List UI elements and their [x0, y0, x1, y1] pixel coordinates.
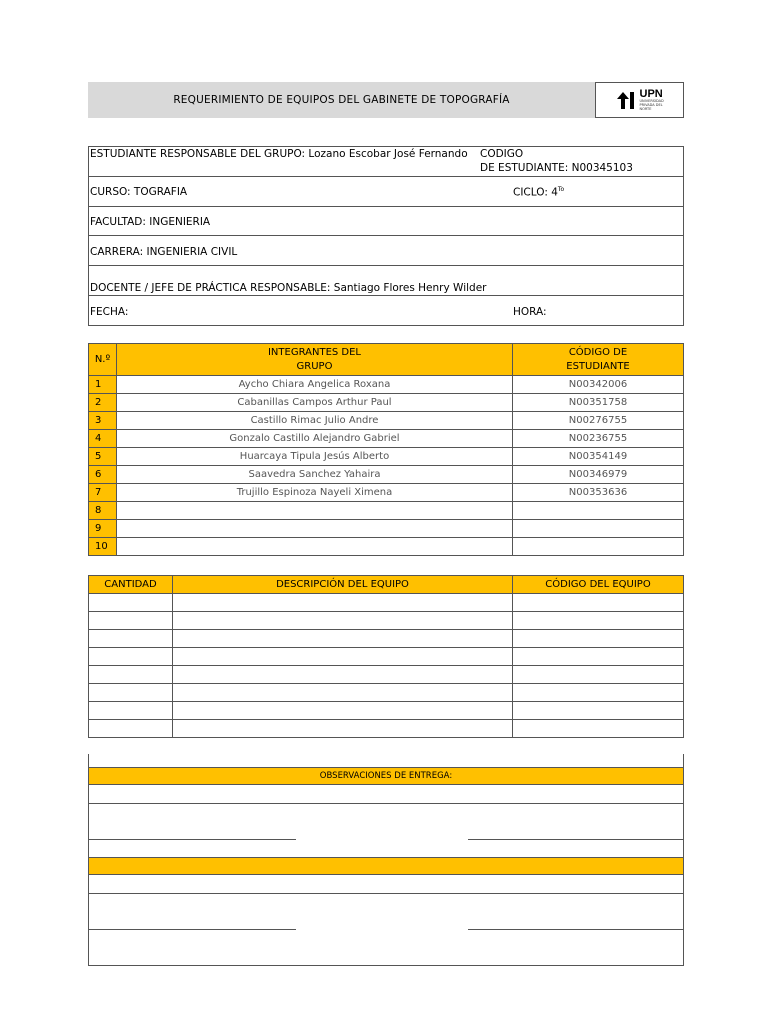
member-number: 2	[89, 394, 117, 412]
equipment-row	[89, 720, 684, 738]
member-row	[89, 412, 684, 430]
equipment-description-cell[interactable]	[173, 594, 513, 612]
member-number: 4	[89, 430, 117, 448]
equipment-code-cell[interactable]	[513, 594, 684, 612]
divider	[88, 325, 684, 326]
student-responsible: ESTUDIANTE RESPONSABLE DEL GRUPO: Lozano Escobar José Fernando	[90, 148, 468, 160]
header-description: DESCRIPCIÓN DEL EQUIPO	[173, 576, 513, 594]
cycle	[513, 186, 564, 199]
return-observations-bar	[88, 857, 684, 875]
member-name[interactable]: Aycho Chiara Angelica Roxana	[117, 376, 513, 394]
member-name[interactable]: Trujillo Espinoza Nayeli Ximena	[117, 484, 513, 502]
divider	[88, 265, 684, 266]
member-name[interactable]: Castillo Rimac Julio Andre	[117, 412, 513, 430]
member-code[interactable]: N00236755	[513, 430, 684, 448]
header-members	[117, 344, 513, 376]
logo-text: UPN	[639, 88, 663, 100]
equipment-code-cell[interactable]	[513, 666, 684, 684]
course: CURSO: TOGRAFIA	[90, 186, 188, 198]
signature-line-right-2	[468, 929, 684, 930]
equipment-row	[89, 612, 684, 630]
equipment-description-cell[interactable]	[173, 720, 513, 738]
upn-logo	[597, 83, 683, 117]
member-name[interactable]	[117, 520, 513, 538]
member-number: 8	[89, 502, 117, 520]
equipment-code-cell[interactable]	[513, 684, 684, 702]
upn-arrow-icon	[615, 89, 637, 111]
member-code[interactable]	[513, 502, 684, 520]
equipment-quantity-cell[interactable]	[89, 702, 173, 720]
divider	[88, 206, 684, 207]
member-number: 6	[89, 466, 117, 484]
equipment-table	[88, 575, 684, 738]
member-name[interactable]: Saavedra Sanchez Yahaira	[117, 466, 513, 484]
divider	[88, 295, 684, 296]
equipment-row	[89, 594, 684, 612]
member-code[interactable]	[513, 538, 684, 556]
header-num: N.º	[89, 344, 117, 376]
member-code[interactable]: N00354149	[513, 448, 684, 466]
member-row	[89, 376, 684, 394]
header-members-1: INTEGRANTES DEL	[267, 346, 361, 358]
date-field[interactable]: FECHA:	[90, 306, 129, 318]
member-number: 7	[89, 484, 117, 502]
equipment-quantity-cell[interactable]	[89, 630, 173, 648]
equipment-row	[89, 630, 684, 648]
equipment-header-row	[89, 576, 684, 594]
equipment-description-cell[interactable]	[173, 684, 513, 702]
equipment-description-cell[interactable]	[173, 612, 513, 630]
equipment-code-cell[interactable]	[513, 702, 684, 720]
divider	[88, 803, 684, 804]
equipment-row	[89, 702, 684, 720]
form-title: REQUERIMIENTO DE EQUIPOS DEL GABINETE DE TOPOGRAFÍA	[88, 82, 596, 118]
equipment-description-cell[interactable]	[173, 648, 513, 666]
member-row	[89, 484, 684, 502]
member-row	[89, 520, 684, 538]
member-row	[89, 394, 684, 412]
equipment-code-cell[interactable]	[513, 720, 684, 738]
member-number: 1	[89, 376, 117, 394]
member-row	[89, 466, 684, 484]
member-code[interactable]: N00342006	[513, 376, 684, 394]
equipment-description-cell[interactable]	[173, 702, 513, 720]
teacher: DOCENTE / JEFE DE PRÁCTICA RESPONSABLE: Santiago Flores Henry Wilder	[90, 282, 487, 294]
equipment-quantity-cell[interactable]	[89, 594, 173, 612]
member-number: 5	[89, 448, 117, 466]
equipment-description-cell[interactable]	[173, 666, 513, 684]
equipment-row	[89, 684, 684, 702]
member-row	[89, 448, 684, 466]
header-code-2: ESTUDIANTE	[566, 360, 630, 372]
equipment-quantity-cell[interactable]	[89, 684, 173, 702]
signature-line-right	[468, 839, 684, 840]
header-code-1: CÓDIGO DE	[568, 346, 628, 358]
divider	[88, 893, 684, 894]
member-row	[89, 430, 684, 448]
student-code: DE ESTUDIANTE: N00345103	[480, 162, 633, 174]
member-row	[89, 502, 684, 520]
members-header-row	[89, 344, 684, 376]
divider	[88, 176, 684, 177]
equipment-quantity-cell[interactable]	[89, 612, 173, 630]
equipment-quantity-cell[interactable]	[89, 720, 173, 738]
member-name[interactable]: Cabanillas Campos Arthur Paul	[117, 394, 513, 412]
member-code[interactable]	[513, 520, 684, 538]
member-number: 9	[89, 520, 117, 538]
equipment-quantity-cell[interactable]	[89, 648, 173, 666]
equipment-quantity-cell[interactable]	[89, 666, 173, 684]
signature-line-left-2	[88, 929, 296, 930]
cycle-sup: To	[557, 186, 565, 193]
member-number: 10	[89, 538, 117, 556]
header-members-2: GRUPO	[296, 360, 333, 372]
cycle-value: CICLO: 4	[513, 186, 558, 199]
header-quantity: CANTIDAD	[89, 576, 173, 594]
member-code[interactable]: N00353636	[513, 484, 684, 502]
logo-subtitle: UNIVERSIDAD PRIVADA DEL NORTE	[639, 99, 664, 111]
equipment-code-cell[interactable]	[513, 612, 684, 630]
member-code[interactable]: N00346979	[513, 466, 684, 484]
equipment-row	[89, 648, 684, 666]
delivery-observations-title: OBSERVACIONES DE ENTREGA:	[88, 767, 684, 785]
member-row	[89, 538, 684, 556]
member-code[interactable]: N00351758	[513, 394, 684, 412]
equipment-code-cell[interactable]	[513, 630, 684, 648]
member-name[interactable]	[117, 502, 513, 520]
header-code	[513, 344, 684, 376]
header-equipment-code: CÓDIGO DEL EQUIPO	[513, 576, 684, 594]
member-name[interactable]	[117, 538, 513, 556]
members-table	[88, 343, 684, 556]
equipment-description-cell[interactable]	[173, 630, 513, 648]
equipment-code-cell[interactable]	[513, 648, 684, 666]
divider	[88, 235, 684, 236]
member-name[interactable]: Huarcaya Tipula Jesús Alberto	[117, 448, 513, 466]
faculty: FACULTAD: INGENIERIA	[90, 216, 211, 228]
code-label: CODIGO	[480, 148, 524, 160]
career: CARRERA: INGENIERIA CIVIL	[90, 246, 238, 258]
member-code[interactable]: N00276755	[513, 412, 684, 430]
time-field[interactable]: HORA:	[513, 306, 547, 318]
member-name[interactable]: Gonzalo Castillo Alejandro Gabriel	[117, 430, 513, 448]
equipment-row	[89, 666, 684, 684]
signature-line-left	[88, 839, 296, 840]
member-number: 3	[89, 412, 117, 430]
